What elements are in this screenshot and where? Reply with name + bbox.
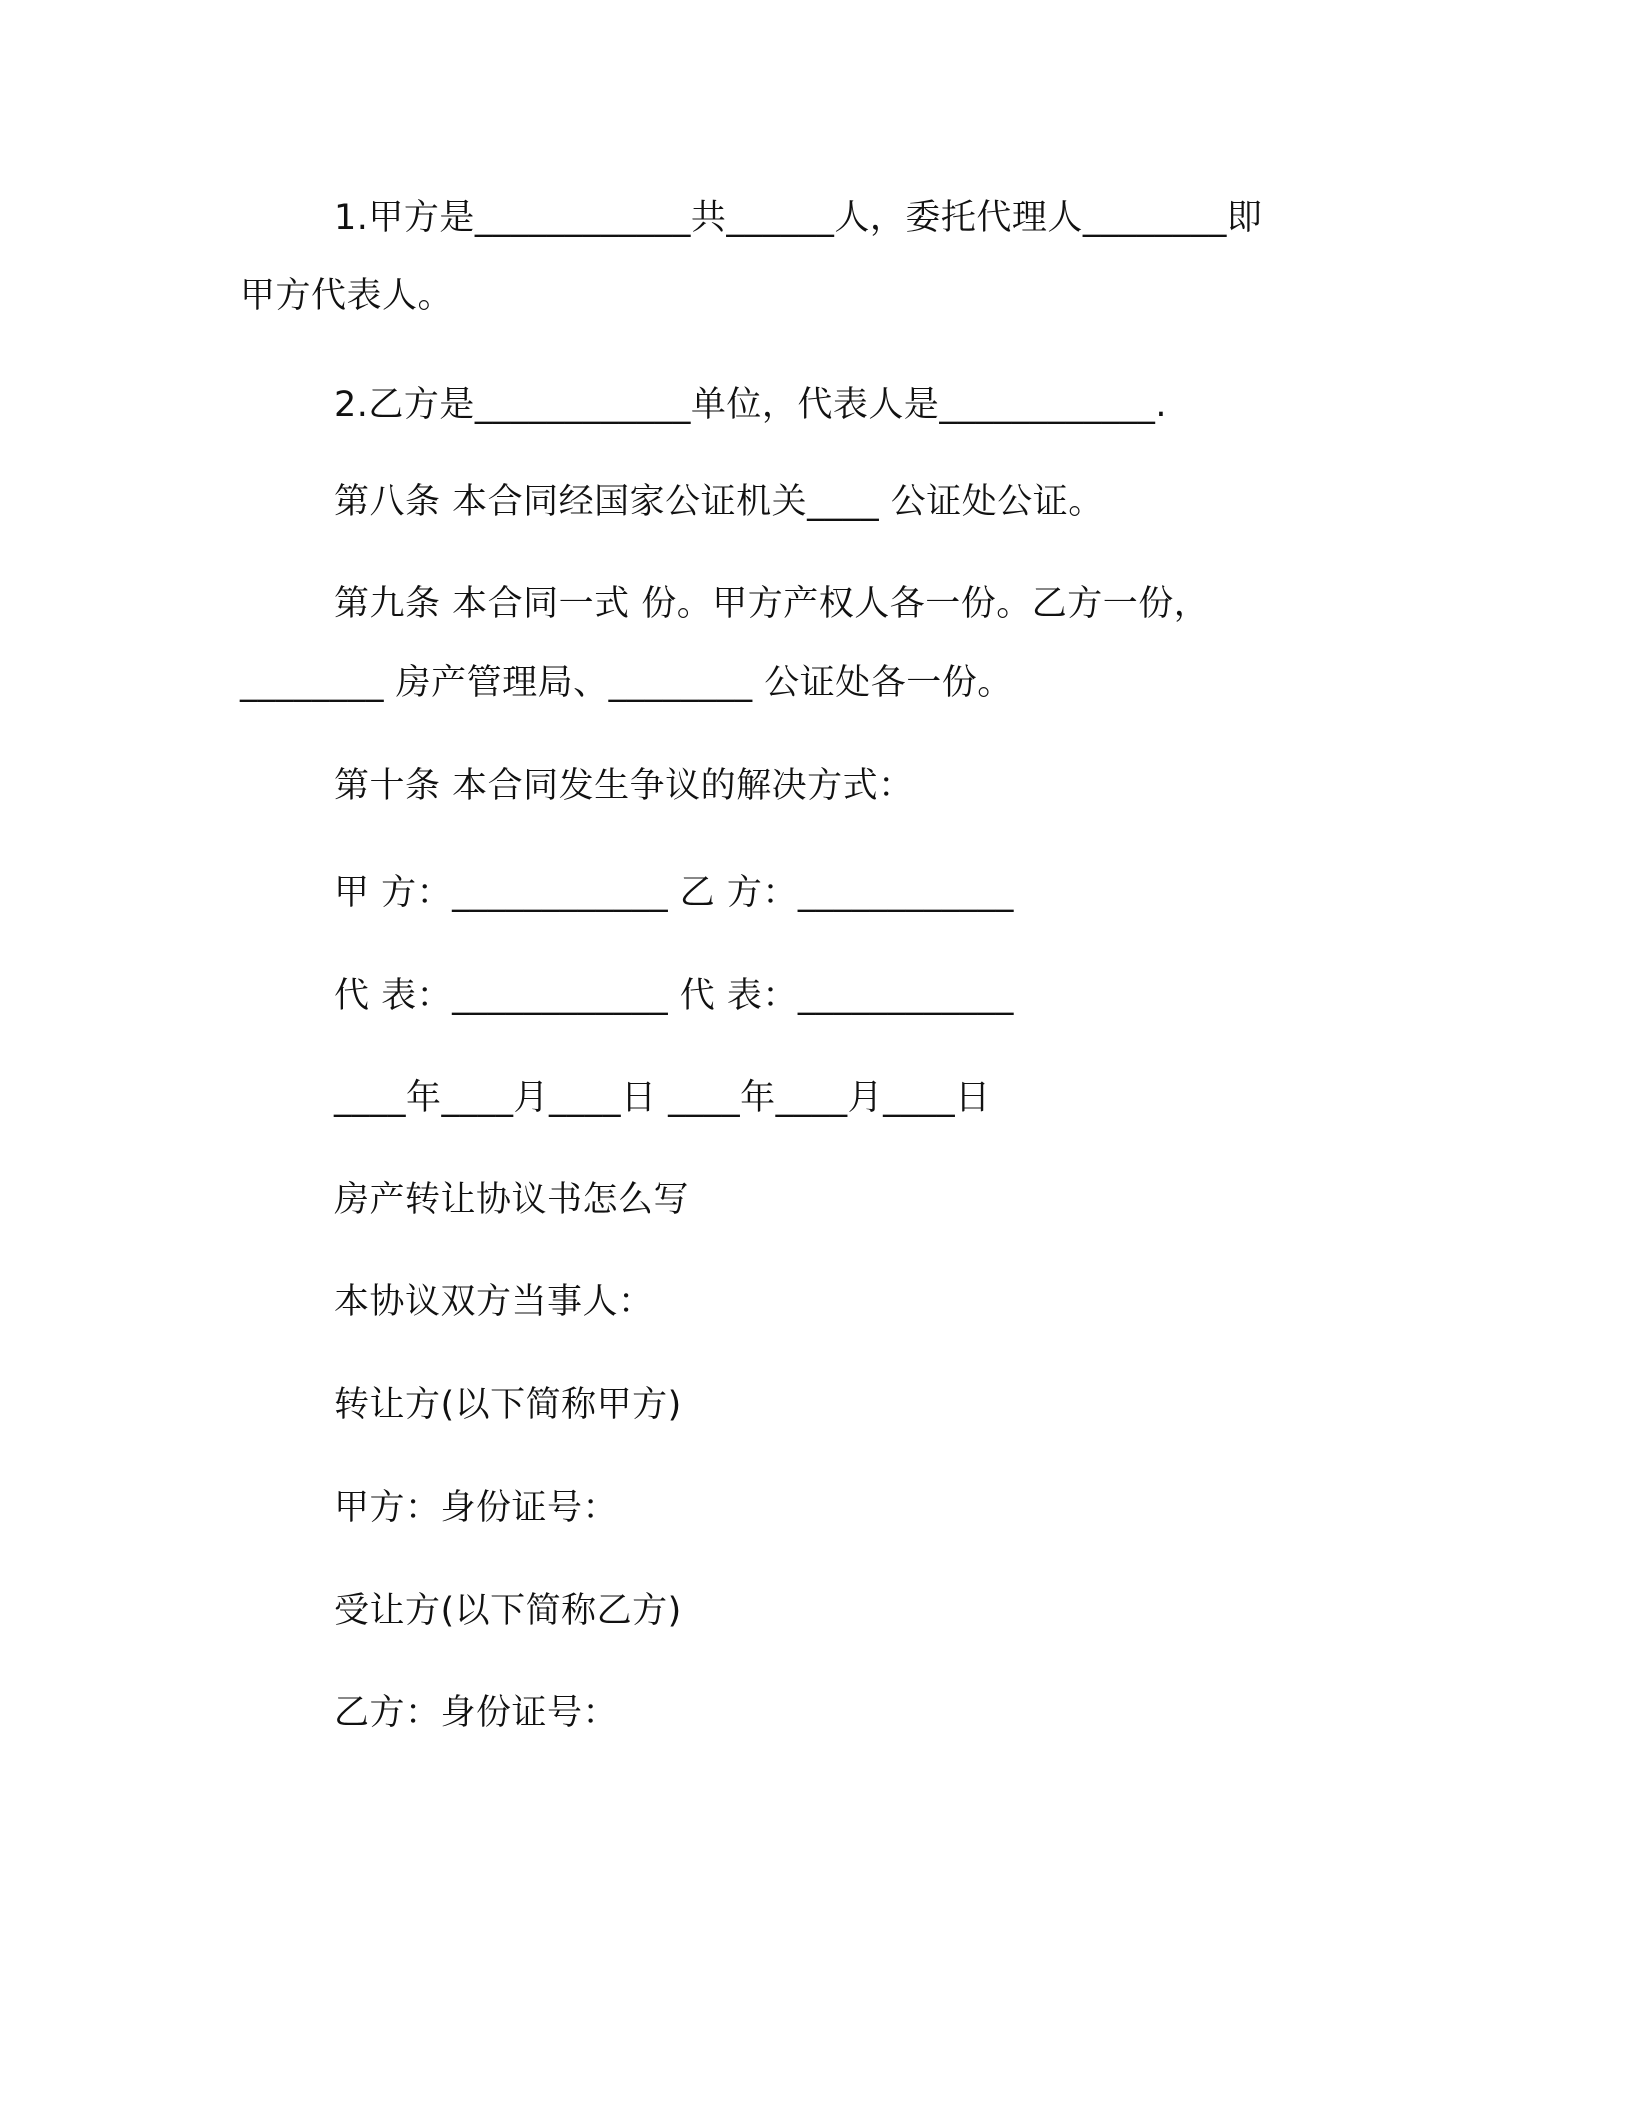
article-9-cont: ________ 房产管理局、________ 公证处各一份。 <box>240 663 1013 703</box>
clause-party-a: 1.甲方是____________共______人，委托代理人________即 <box>334 198 1263 238</box>
article-10: 第十条 本合同发生争议的解决方式： <box>334 766 914 806</box>
signature-representatives: 代 表：____________ 代 表：____________ <box>334 976 1014 1016</box>
transferee-label: 受让方(以下简称乙方) <box>334 1591 682 1631</box>
clause-party-a-cont: 甲方代表人。 <box>240 276 454 316</box>
clause-party-b: 2.乙方是____________单位，代表人是____________. <box>334 385 1168 425</box>
signature-dates: ____年____月____日 ____年____月____日 <box>334 1078 991 1118</box>
article-9: 第九条 本合同一式 份。甲方产权人各一份。乙方一份， <box>334 584 1210 624</box>
party-a-id: 甲方：身份证号： <box>334 1488 619 1528</box>
article-8: 第八条 本合同经国家公证机关____ 公证处公证。 <box>334 482 1104 522</box>
signature-parties: 甲 方：____________ 乙 方：____________ <box>334 873 1014 913</box>
party-b-id: 乙方：身份证号： <box>334 1693 619 1733</box>
transferor-label: 转让方(以下简称甲方) <box>334 1385 682 1425</box>
parties-intro: 本协议双方当事人： <box>334 1282 654 1322</box>
section-heading: 房产转让协议书怎么写 <box>334 1180 690 1220</box>
